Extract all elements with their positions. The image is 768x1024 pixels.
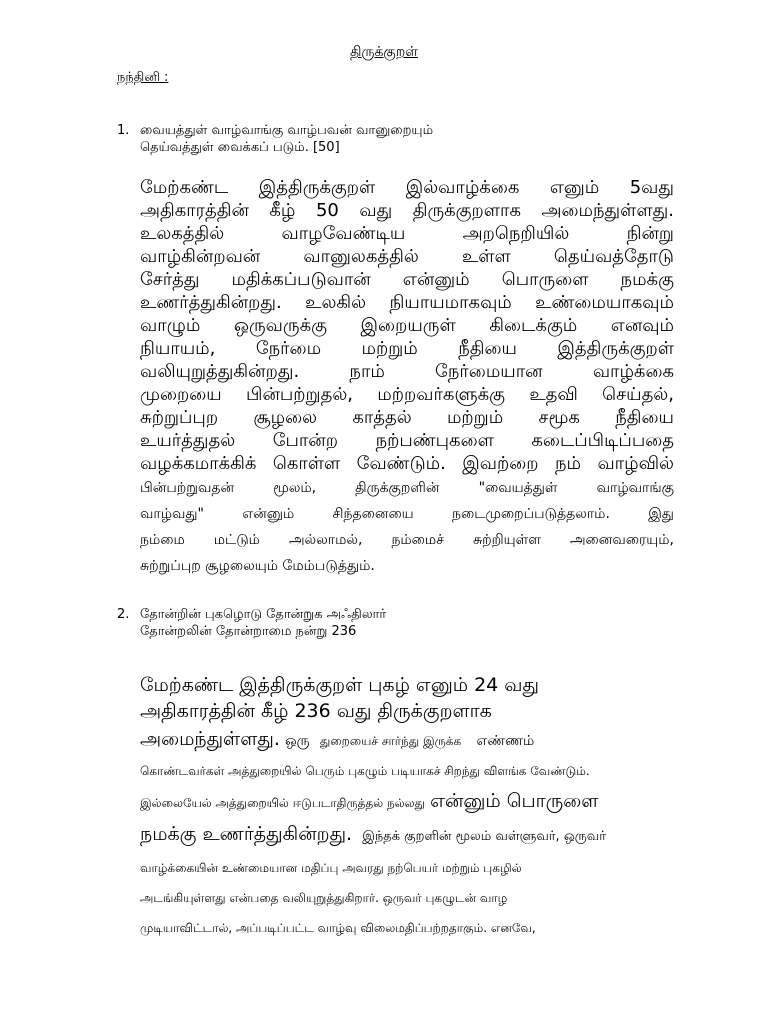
item-number: 1. (117, 123, 130, 138)
word: கடைப்பிடிப்பதை (531, 430, 674, 451)
word: உலகத்தில் (140, 223, 225, 244)
paragraph-line (140, 527, 674, 553)
word: அமைந்துள்ளது. (541, 200, 674, 221)
word: நற்பண்புகளை (375, 430, 494, 451)
paragraph-line (140, 360, 674, 383)
paragraph-line (140, 429, 674, 452)
word: சேர்த்து (140, 269, 200, 290)
paragraph-line (140, 383, 674, 406)
word: வது (359, 200, 393, 221)
word: வலியுறுத்துகின்றது. (140, 361, 300, 382)
word: இவற்றை (462, 453, 539, 474)
word: வாழ்க்கை (592, 361, 674, 382)
explanation-paragraph-1 (140, 176, 674, 579)
word: கொள்ள (272, 453, 341, 474)
word: மட்டும் (213, 532, 260, 548)
item-number: 2. (117, 607, 130, 622)
word: நம்மைச் (391, 532, 444, 548)
word: பொருளை (501, 269, 589, 290)
word: பின்பற்றுதல், (246, 384, 353, 405)
author-name: நந்தினி : (117, 70, 169, 85)
word: ஒருவருக்கு (233, 315, 327, 336)
verse-line-2: தோன்றலின் தோன்றாமை நன்று 236 (140, 624, 357, 639)
word: போன்ற (272, 430, 339, 451)
word: தெய்வத்தோடு (553, 246, 674, 267)
word: நின்று (626, 223, 674, 244)
word: வாழ்வாங்கு (596, 480, 674, 496)
word: மேற்கண்ட (140, 177, 229, 198)
word: இல்வாழ்க்கை (405, 177, 520, 198)
paragraph-line: சுற்றுப்புற சூழலையும் மேம்படுத்தும். (140, 558, 375, 574)
verse-line-1: வையத்துள் வாழ்வாங்கு வாழ்பவன் வானுறையும் (140, 123, 434, 138)
word: வாழவேண்டிய (281, 223, 406, 244)
paragraph-line (140, 245, 674, 268)
paragraph-line (140, 268, 674, 291)
word: வழக்கமாக்கிக் (140, 453, 257, 474)
word: நாம் (349, 361, 385, 382)
word: கிடைக்கும் (489, 315, 578, 336)
word: எனவும் (610, 315, 674, 336)
word: வாழ்கின்றவன் (140, 246, 261, 267)
paragraph-line: நமக்கு உணர்த்துகின்றது. இந்தக் குறளின் மூலம் வள்ளுவர், ஒருவர் (140, 823, 606, 845)
paragraph-line (140, 475, 674, 501)
paragraph-line (140, 501, 674, 527)
word: அல்லாமல், (288, 532, 363, 548)
verse-line-1: தோன்றின் புகழொடு தோன்றுக அஃதிலார் (140, 607, 387, 622)
word: முறையை (140, 384, 222, 405)
word: அனைவரையும், (569, 532, 674, 548)
word: நேர்மையான (435, 361, 543, 382)
word: இறையருள் (360, 315, 456, 336)
kural-verse (140, 122, 433, 156)
word: திருக்குறளின் (355, 480, 440, 496)
word: அறநெறியில் (462, 223, 570, 244)
paragraph-line: முடியாவிட்டால், அப்படிப்பட்ட வாழ்வு விலைமதிப்பற்றதாகும். எனவே, (140, 921, 536, 935)
word: சூழலை (253, 407, 318, 428)
word: எனும் (549, 177, 600, 198)
kural-verse (140, 606, 386, 640)
paragraph-line (140, 291, 674, 314)
word: செய்தல், (602, 384, 674, 405)
word: மூலம், (273, 480, 317, 496)
word: நியாயமாகவும் (389, 292, 512, 313)
word: நமக்கு (620, 269, 674, 290)
word: நேர்மை (255, 338, 322, 359)
word: மற்றவர்களுக்கு (377, 384, 506, 405)
word: என்னும் (242, 506, 295, 522)
word: நம்மை (140, 532, 185, 548)
word: உயர்த்துதல் (140, 430, 236, 451)
paragraph-line: அதிகாரத்தின் கீழ் 236 வது திருக்குறளாக (140, 700, 492, 722)
word: நீதியை (458, 338, 517, 359)
word: இத்திருக்குறள் (557, 338, 674, 359)
word: உண்மையாகவும் (535, 292, 674, 313)
word: உலகில் (305, 292, 367, 313)
paragraph-line: அடங்கியுள்ளது என்பதை வலியுறுத்துகிறார். ஒருவர் புகழுடன் வாழ (140, 891, 508, 905)
word: திருக்குறளாக (412, 200, 521, 221)
paragraph-line: இல்லையேல் அத்துறையில் ஈடுபடாதிருத்தல் நல்லது என்னும் பொருளை (140, 790, 599, 812)
word: சுற்றுப்புற (140, 407, 219, 428)
word: மதிக்கப்படுவான் (231, 269, 371, 290)
word: உணர்த்துகின்றது. (140, 292, 282, 313)
word: சுற்றியுள்ள (472, 532, 541, 548)
paragraph-line (140, 222, 674, 245)
word: உதவி (529, 384, 578, 405)
word: வானுலகத்தில் (303, 246, 419, 267)
word: வாழும் (140, 315, 201, 336)
paragraph-line: வாழ்க்கையின் உண்மையான மதிப்பு அவரது நற்பெயர் மற்றும் புகழில் (140, 861, 522, 875)
word: கீழ் (269, 200, 296, 221)
paragraph-line (140, 199, 674, 222)
word: இது (648, 506, 674, 522)
paragraph-line: கொண்டவர்கள் அத்துறையில் பெரும் புகழும் படியாகச் சிறந்து விளங்க வேண்டும். (140, 764, 590, 778)
word: "வையத்துள் (478, 480, 558, 496)
word: நியாயம், (140, 338, 216, 359)
word: பின்பற்றுவதன் (140, 480, 235, 496)
paragraph-line (140, 452, 674, 475)
paragraph-line (140, 314, 674, 337)
word: காத்தல் (352, 407, 412, 428)
word: நடைமுறைப்படுத்தலாம். (451, 506, 610, 522)
paragraph-line: அமைந்துள்ளது. ஒரு துறையைச் சார்ந்து இருக்க எண்ணம் (140, 728, 535, 750)
word: உள்ள (461, 246, 511, 267)
paragraph-line (140, 406, 674, 429)
word: வாழ்வது" (140, 506, 204, 522)
word: நம் (554, 453, 582, 474)
word: நீதியை (615, 407, 674, 428)
word: வாழ்வில் (597, 453, 674, 474)
paragraph-line (140, 337, 674, 360)
word: 50 (315, 200, 339, 221)
word: மற்றும் (361, 338, 418, 359)
word: 5வது (629, 177, 674, 198)
word: மற்றும் (446, 407, 504, 428)
verse-line-2: தெய்வத்துள் வைக்கப் படும். [50] (140, 140, 340, 155)
word: அதிகாரத்தின் (140, 200, 249, 221)
word: இத்திருக்குறள் (258, 177, 376, 198)
paragraph-line: மேற்கண்ட இத்திருக்குறள் புகழ் எனும் 24 வது (140, 674, 539, 696)
paragraph-line (140, 176, 674, 199)
word: சமூக (538, 407, 580, 428)
word: என்னும் (402, 269, 470, 290)
word: சிந்தனையை (332, 506, 414, 522)
document-title: திருக்குறள் (350, 44, 418, 60)
word: வேண்டும். (356, 453, 446, 474)
explanation-paragraph-2 (140, 672, 680, 943)
